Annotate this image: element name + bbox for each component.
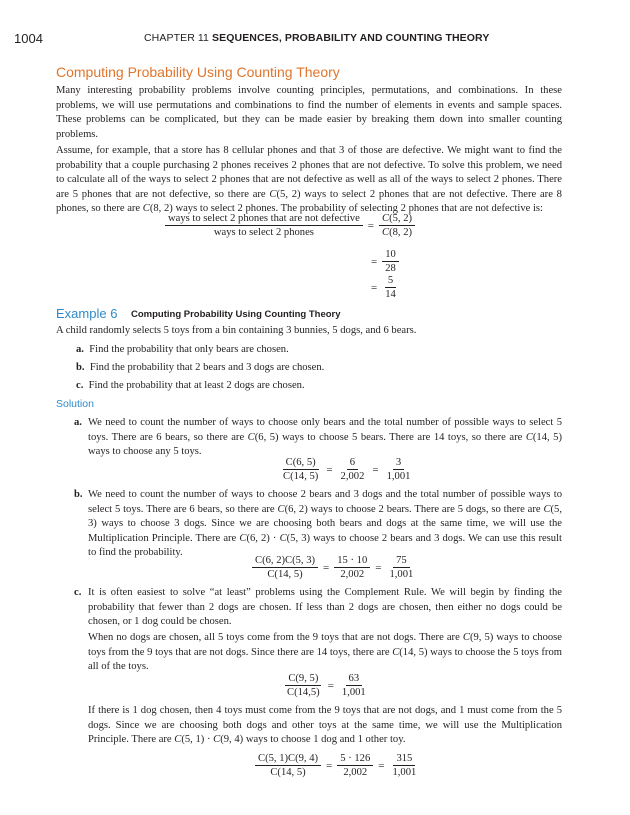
page-number: 1004 [14, 31, 43, 46]
chapter-prefix: CHAPTER 11 [144, 32, 209, 44]
part-b: b. Find the probability that 2 bears and 3 dogs are chosen. [76, 362, 325, 373]
combination-fraction: $\frac{C(5, 2)}{C(8, 2)}$ [379, 212, 415, 239]
solution-c-text3: If there is 1 dog chosen, then 4 toys must come from the 9 toys that are not dogs, and 1 must come from the 5 dogs. Since we are choosing both dogs and other toys at the same time, we will use the Multiplication Principle. There are C(5, 1) · C(9, 4) ways to choose 1 dog and 1 other toy. [88, 705, 562, 745]
section-title: Computing Probability Using Counting Theory [56, 64, 340, 80]
intro-formula-line1: $\frac{\text{ways to select 2 phones that are not defective}}{\text{ways to select 2 phones}}$ = $\frac{C(5, 2)}{C(8, 2)}$ [165, 212, 415, 239]
example-problem: A child randomly selects 5 toys from a bin containing 3 bunnies, 5 dogs, and 6 bears. [56, 325, 417, 336]
part-c: c. Find the probability that at least 2 dogs are chosen. [76, 380, 305, 391]
intro-text: Many interesting probability problems involve counting principles, permutations, and combinations. In these problems, we will use permutations and combinations to find the number of elements in events and sample spaces. These problems can be complicated, but they can be made easier by breaking them down into smaller counting problems. [56, 85, 562, 140]
solution-c-formula2: $\frac{C(5, 1)C(9, 4)}{C(14, 5)}$ = $\frac{5 \cdot 126}{2,002}$ = $\frac{315}{1,001}$ [255, 752, 419, 779]
example-title: Computing Probability Using Counting Theory [131, 309, 341, 320]
solution-c: c. It is often easiest to solve “at least” problems using the Complement Rule. We will begin by finding the probability that fewer than 2 dogs are chosen. If less than 2 dogs are chosen, then either no dogs could be chosen, or 1 dog could be chosen. [74, 586, 562, 630]
example-text: Assume, for example, that a store has 8 cellular phones and that 3 of those are defective. We might want to find the probability that a couple purchasing 2 phones receives 2 phones that are not defective. To solve this problem, we need to calculate all of the ways to select 2 phones that are not defective as well as all of the ways to select 2 phones. There are 5 phones that are not defective, so there are C(5, 2) ways to select 2 phones that are not defective. There are 8 phones, so there are C(8, 2) ways to select 2 phones. The probability of selecting 2 phones that are not defective is: [56, 145, 562, 214]
solution-c-formula1: $\frac{C(9, 5)}{C(14,5)}$ = $\frac{63}{1,001}$ [287, 673, 366, 698]
solution-label: Solution [56, 398, 94, 410]
part-a: a. Find the probability that only bears are chosen. [76, 344, 289, 355]
solution-c-one-dog [88, 704, 562, 748]
intro-formula-line3: = $\frac{5}{14}$ [366, 274, 399, 301]
solution-c-text1: It is often easiest to solve “at least” problems using the Complement Rule. We will begin by finding the probability that fewer than 2 dogs are chosen. If less than 2 dogs are chosen, then either no dogs could be chosen, or 1 dog could be chosen. [88, 587, 562, 627]
solution-a: a. We need to count the number of ways to choose only bears and the total number of possible ways to select 5 toys. There are 6 bears, so there are C(6, 5) ways to choose 5 bears. There are 14 toys, so there are C(14, 5) ways to choose any 5 toys. [74, 416, 562, 460]
example-label: Example 6 [56, 306, 118, 321]
solution-b-text: We need to count the number of ways to choose 2 bears and 3 dogs and the total number of possible ways to select 5 toys. There are 6 bears, so there are C(6, 2) ways to choose 2 bears. There are 5 dogs, so there are C(5, 3) ways to choose 3 dogs. Since we are choosing both bears and dogs at the same time, we will use the Multiplication Principle. There are C(6, 2) · C(5, 3) ways to choose 2 bears and 3 dogs. We can use this result to find the probability. [88, 489, 562, 558]
word-fraction: $\frac{\text{ways to select 2 phones that are not defective}}{\text{ways to select 2 phones}}$ [165, 212, 363, 239]
chapter-title: SEQUENCES, PROBABILITY AND COUNTING THEORY [212, 32, 490, 44]
fraction-5-14: $\frac{5}{14}$ [385, 275, 396, 300]
fraction-10-28: $\frac{10}{28}$ [382, 248, 399, 275]
solution-c-text2: When no dogs are chosen, all 5 toys come from the 9 toys that are not dogs. There are C(9, 5) ways to choose toys from the 9 toys that are not dogs. Since there are 14 toys, there are C(14, 5) ways to choose the 5 toys from all of the toys. [88, 632, 563, 672]
solution-c-no-dogs [88, 631, 562, 675]
intro-paragraph [56, 84, 562, 142]
example-parts [76, 343, 556, 394]
solution-b-formula: $\frac{C(6, 2)C(5, 3)}{C(14, 5)}$ = $\frac{15 \cdot 10}{2,002}$ = $\frac{75}{1,001}$ [252, 554, 416, 581]
example-paragraph [56, 144, 562, 217]
solution-a-text: We need to count the number of ways to choose only bears and the total number of possible ways to select 5 toys. There are 6 bears, so there are C(6, 5) ways to choose 5 bears. There are 14 toys, so there are C(14, 5) ways to choose any 5 toys. [88, 417, 562, 457]
intro-formula-line2: = $\frac{10}{28}$ [366, 248, 399, 275]
solution-b: b. We need to count the number of ways to choose 2 bears and 3 dogs and the total number of possible ways to select 5 toys. There are 6 bears, so there are C(6, 2) ways to choose 2 bears. There are 5 dogs, so there are C(5, 3) ways to choose 3 dogs. Since we are choosing both bears and dogs at the same time, we will use the Multiplication Principle. There are C(6, 2) · C(5, 3) ways to choose 2 bears and 3 dogs. We can use this result to find the probability. [74, 488, 562, 561]
chapter-header [144, 32, 489, 44]
solution-a-formula: $\frac{C(6, 5)}{C(14, 5)}$ = $\frac{6}{2,002}$ = $\frac{3}{1,001}$ [283, 457, 411, 482]
